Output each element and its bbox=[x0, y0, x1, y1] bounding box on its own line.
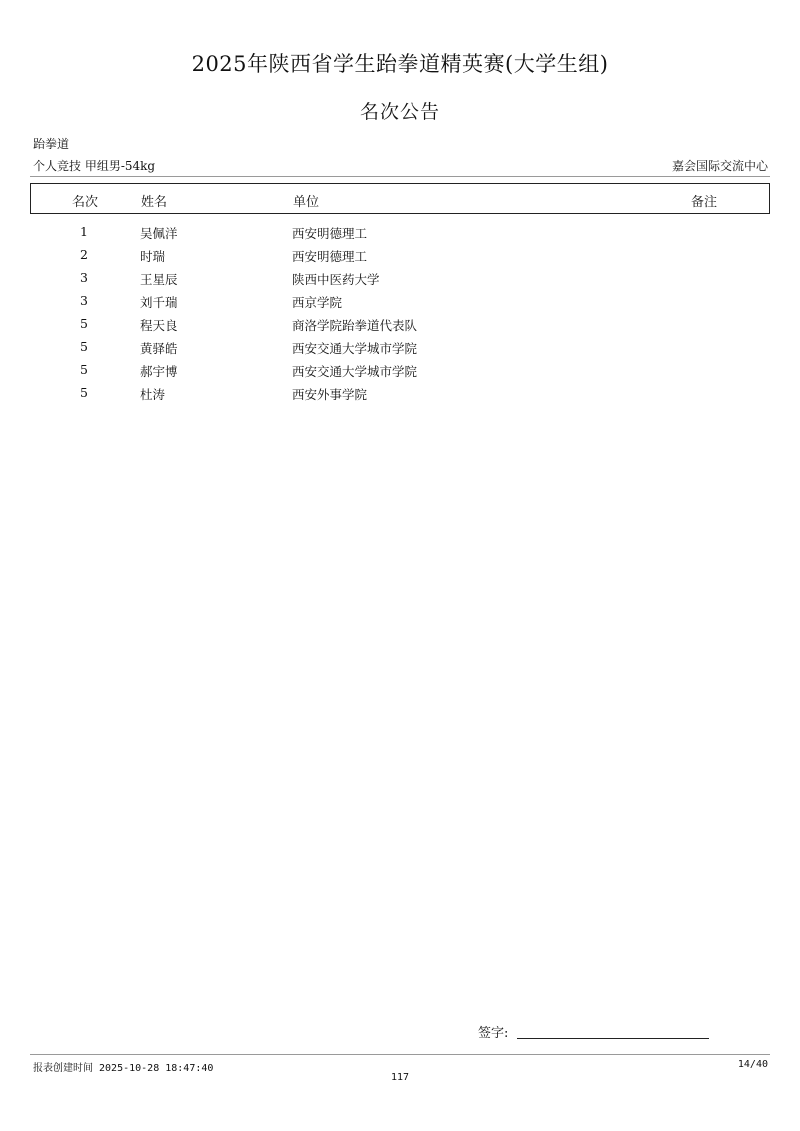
name-cell: 程天良 bbox=[140, 318, 178, 333]
page-title: 2025年陕西省学生跆拳道精英赛(大学生组) bbox=[191, 52, 609, 76]
name-cell: 时瑞 bbox=[140, 249, 166, 264]
unit-cell: 西安明德理工 bbox=[292, 249, 368, 264]
unit-cell: 西安明德理工 bbox=[292, 226, 368, 241]
report-created-time: 报表创建时间 2025-10-28 18:47:40 bbox=[33, 1063, 214, 1074]
column-header-note: 备注 bbox=[691, 195, 718, 210]
serial-number: 117 bbox=[390, 1072, 410, 1083]
unit-cell: 西京学院 bbox=[292, 295, 343, 310]
table-row bbox=[30, 220, 770, 243]
results-table-body bbox=[30, 220, 770, 404]
unit-cell: 商洛学院跆拳道代表队 bbox=[292, 318, 418, 333]
rank-cell: 3 bbox=[80, 293, 88, 308]
signature-line bbox=[517, 1038, 709, 1039]
table-row bbox=[30, 381, 770, 404]
rank-cell: 1 bbox=[80, 224, 88, 239]
sport-label: 跆拳道 bbox=[33, 137, 70, 151]
column-header-rank: 名次 bbox=[72, 195, 99, 210]
footer-divider bbox=[30, 1054, 770, 1055]
column-header-name: 姓名 bbox=[141, 195, 168, 210]
table-header bbox=[30, 183, 770, 214]
rank-cell: 5 bbox=[80, 362, 88, 377]
column-header-unit: 单位 bbox=[293, 195, 320, 210]
table-row bbox=[30, 312, 770, 335]
name-cell: 杜涛 bbox=[140, 387, 166, 402]
table-row bbox=[30, 289, 770, 312]
venue-label: 嘉会国际交流中心 bbox=[671, 159, 768, 173]
page-number: 14/40 bbox=[737, 1059, 768, 1070]
table-row bbox=[30, 243, 770, 266]
name-cell: 黄驿皓 bbox=[140, 341, 178, 356]
table-row bbox=[30, 358, 770, 381]
event-label: 个人竞技 甲组男-54kg bbox=[33, 159, 156, 173]
name-cell: 吴佩洋 bbox=[140, 226, 178, 241]
unit-cell: 西安交通大学城市学院 bbox=[292, 341, 418, 356]
unit-cell: 陕西中医药大学 bbox=[292, 272, 380, 287]
signature-label: 签字: bbox=[478, 1026, 509, 1041]
page-subtitle: 名次公告 bbox=[359, 101, 440, 123]
rank-cell: 3 bbox=[80, 270, 88, 285]
name-cell: 郝宇博 bbox=[140, 364, 178, 379]
rank-cell: 2 bbox=[80, 247, 88, 262]
rank-cell: 5 bbox=[80, 385, 88, 400]
table-row bbox=[30, 335, 770, 358]
rank-cell: 5 bbox=[80, 316, 88, 331]
unit-cell: 西安交通大学城市学院 bbox=[292, 364, 418, 379]
name-cell: 刘千瑞 bbox=[140, 295, 178, 310]
unit-cell: 西安外事学院 bbox=[292, 387, 368, 402]
header-divider bbox=[30, 176, 770, 177]
table-row bbox=[30, 266, 770, 289]
name-cell: 王星辰 bbox=[140, 272, 178, 287]
rank-cell: 5 bbox=[80, 339, 88, 354]
